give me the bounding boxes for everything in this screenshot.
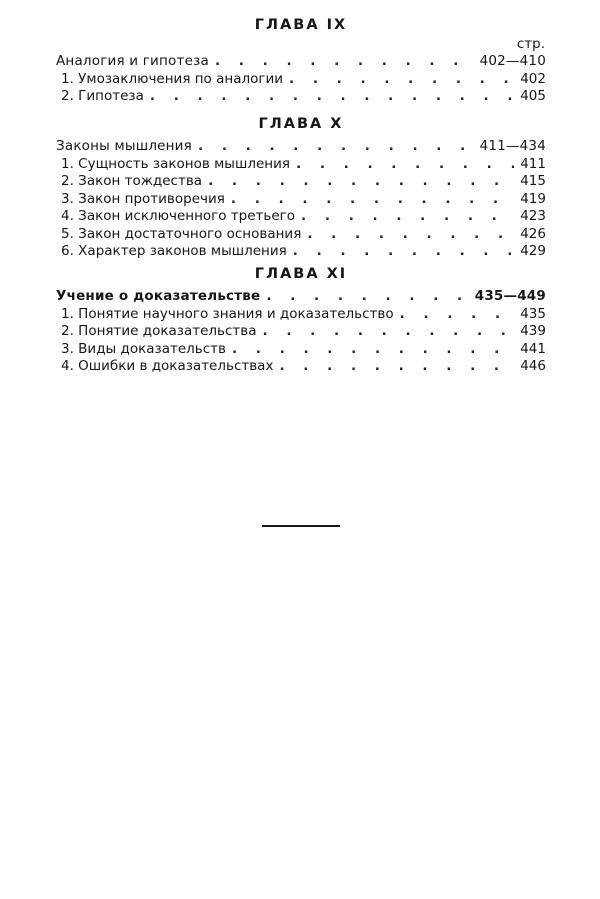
entry-page: 446 — [520, 358, 546, 374]
leader-dots — [289, 71, 514, 89]
toc-subentry[interactable] — [56, 71, 546, 89]
entry-page: 402 — [520, 70, 546, 87]
toc-subentry[interactable] — [56, 243, 546, 261]
leader-dots — [150, 88, 514, 106]
entry-pages: 435—449 — [474, 288, 546, 304]
toc-subentry[interactable] — [56, 358, 546, 376]
entry-page: 415 — [520, 173, 546, 189]
page-column-label: стр. — [516, 36, 545, 52]
leader-dots — [232, 341, 514, 359]
leader-dots — [293, 243, 514, 261]
leader-dots — [231, 191, 514, 209]
leader-dots — [301, 208, 514, 226]
entry-label: 1. Понятие научного знания и доказательство — [61, 305, 394, 322]
end-rule-divider — [262, 525, 340, 527]
entry-pages: 402—410 — [479, 53, 546, 69]
entry-label: 1. Умозаключения по аналогии — [61, 70, 284, 87]
chapter-title: ГЛАВА IX — [254, 17, 348, 33]
chapter-title: ГЛАВА XI — [254, 266, 348, 282]
toc-subentry[interactable] — [56, 323, 546, 341]
entry-page: 405 — [520, 88, 546, 104]
toc-subentry[interactable] — [56, 226, 546, 244]
entry-label: Законы мышления — [56, 138, 192, 154]
toc-subentry[interactable] — [56, 173, 546, 191]
entry-label: 2. Гипотеза — [61, 88, 144, 104]
entry-label: 2. Понятие доказательства — [61, 323, 257, 339]
toc-subentry[interactable] — [56, 156, 546, 174]
chapter-11 — [56, 264, 546, 376]
entry-label: 5. Закон достаточного основания — [61, 225, 302, 242]
leader-dots — [215, 53, 474, 71]
entry-page: 435 — [520, 305, 546, 322]
entry-page: 429 — [520, 243, 546, 259]
entry-page: 426 — [520, 225, 546, 242]
leader-dots — [263, 323, 515, 341]
entry-page: 439 — [520, 323, 546, 339]
entry-label: Учение о доказательстве — [56, 288, 261, 304]
entry-pages: 411—434 — [479, 138, 546, 154]
leader-dots — [307, 226, 514, 244]
chapter-main-entry[interactable] — [56, 288, 546, 306]
entry-label: 4. Закон исключенного третьего — [61, 208, 296, 224]
chapter-main-entry[interactable] — [56, 53, 546, 71]
entry-label: 3. Виды доказательств — [61, 340, 226, 357]
toc-subentry[interactable] — [56, 208, 546, 226]
entry-label: 2. Закон тождества — [61, 173, 203, 189]
entry-label: 1. Сущность законов мышления — [61, 155, 290, 172]
toc-subentry[interactable] — [56, 191, 546, 209]
leader-dots — [296, 156, 514, 174]
leader-dots — [208, 173, 514, 191]
entry-page: 423 — [520, 208, 546, 224]
leader-dots — [400, 306, 515, 324]
toc-subentry[interactable] — [56, 341, 546, 359]
leader-dots — [266, 288, 468, 306]
entry-page: 411 — [520, 155, 546, 172]
entry-label: 6. Характер законов мышления — [61, 243, 287, 259]
toc-subentry[interactable] — [56, 306, 546, 324]
chapter-9 — [56, 15, 546, 106]
entry-label: 3. Закон противоречия — [61, 190, 225, 207]
toc-subentry[interactable] — [56, 88, 546, 106]
entry-label: Аналогия и гипотеза — [56, 53, 209, 69]
leader-dots — [198, 138, 474, 156]
chapter-main-entry[interactable] — [56, 138, 546, 156]
entry-page: 419 — [520, 190, 546, 207]
chapter-10 — [56, 114, 546, 261]
entry-label: 4. Ошибки в доказательствах — [61, 358, 274, 374]
chapter-title: ГЛАВА X — [258, 116, 344, 132]
entry-page: 441 — [520, 340, 546, 357]
leader-dots — [279, 358, 514, 376]
